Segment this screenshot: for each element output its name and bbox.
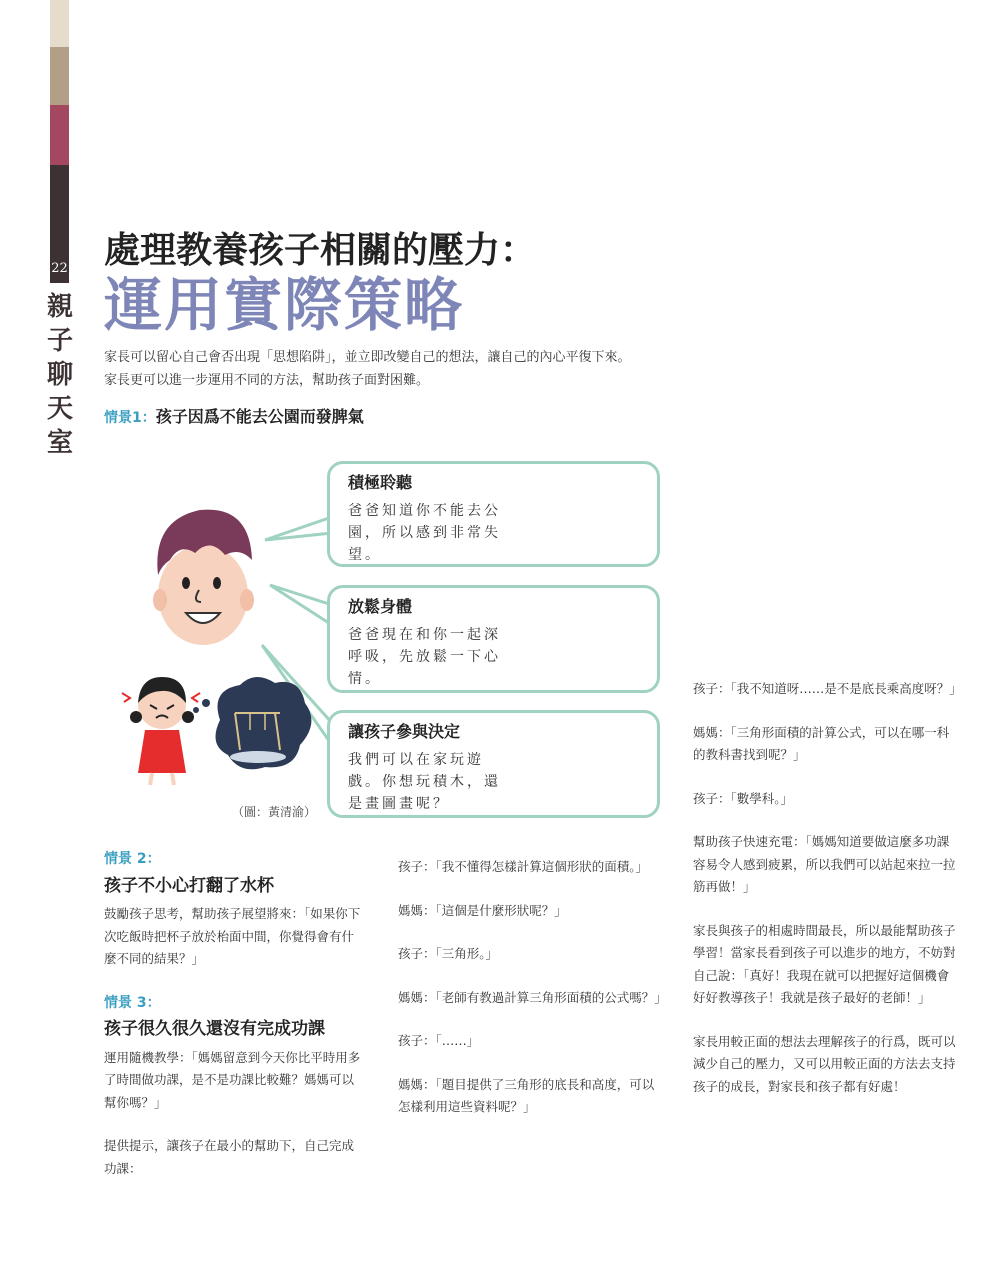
speech-bubble-decision <box>327 710 660 818</box>
column-right <box>693 678 962 1119</box>
father-face-icon <box>153 510 254 645</box>
scene1-heading <box>104 404 364 427</box>
page-number: 22 <box>50 255 69 283</box>
illustration-credit: （圖：黃清渝） <box>232 805 317 819</box>
paragraph: 家長與孩子的相處時間最長，所以最能幫助孩子學習！當家長看到孩子可以進步的地方，不妨對自己說：「真好！我現在就可以把握好這個機會好好教導孩子！我就是孩子最好的老師！」 <box>693 922 956 1005</box>
scene2-label: 情景 2： <box>104 851 161 867</box>
scene2-text: 鼓勵孩子思考，幫助孩子展望將來：「如果你下次吃飯時把杯子放於枱面中間，你覺得會有什麼不同的結果？」 <box>104 906 361 966</box>
speech-bubble-listening <box>327 461 660 567</box>
playground-thought-icon <box>193 677 311 769</box>
side-color-bar-1 <box>50 0 69 47</box>
bubble-title: 積極聆聽 <box>348 473 413 492</box>
scene3-text: 運用隨機教學：「媽媽留意到今天你比平時用多了時間做功課，是不是功課比較難？媽媽可以幫你嗎？」 <box>104 1049 361 1110</box>
paragraph: 幫助孩子快速充電：「媽媽知道要做這麼多功課容易令人感到疲累，所以我們可以站起來拉一拉筋再做！」 <box>693 834 956 894</box>
side-color-bar-4 <box>50 165 69 255</box>
page-title-line2: 運用實際策略 <box>104 271 465 339</box>
scene3-text: 提供提示，讓孩子在最小的幫助下，自己完成功課： <box>104 1138 355 1176</box>
column-middle <box>398 856 667 1140</box>
scene3-label: 情景 3： <box>104 994 161 1011</box>
bubble-title: 讓孩子參與決定 <box>348 722 461 741</box>
dialogue-line: 媽媽：「題目提供了三角形的底長和高度，可以怎樣利用這些資料呢？」 <box>398 1076 655 1114</box>
dialogue-line: 媽媽：「三角形面積的計算公式，可以在哪一科的教科書找到呢？」 <box>693 724 950 762</box>
dialogue-line: 孩子：「我不知道呀……是不是底長乘高度呀？」 <box>693 681 962 696</box>
speech-bubble-relax <box>327 585 660 693</box>
dialogue-line: 孩子：「我不懂得怎樣計算這個形狀的面積。」 <box>398 859 649 874</box>
bubble-tail-1 <box>265 517 332 540</box>
scene2-title: 孩子不小心打翻了水杯 <box>104 875 274 896</box>
dialogue-line: 孩子：「……」 <box>398 1033 480 1048</box>
scene1-label: 情景1： <box>104 410 156 426</box>
dialogue-line: 媽媽：「老師有教過計算三角形面積的公式嗎？」 <box>398 989 667 1005</box>
column-left <box>104 848 366 1201</box>
dialogue-line: 孩子：「三角形。」 <box>398 946 499 961</box>
side-color-bar-3 <box>50 105 69 165</box>
scene3-title: 孩子很久很久還沒有完成功課 <box>104 1019 325 1039</box>
bubble-title: 放鬆身體 <box>348 597 413 616</box>
intro-line: 家長可以留心自己會否出現「思想陷阱」，並立即改變自己的想法，讓自己的內心平復下來。 <box>104 350 631 365</box>
side-color-bar-2 <box>50 47 69 105</box>
intro-line: 家長更可以進一步運用不同的方法，幫助孩子面對困難。 <box>104 373 430 388</box>
bubble-tail-2 <box>270 585 332 625</box>
bubble-text: 爸爸知道你不能去公園，所以感到非常失望。 <box>348 503 501 563</box>
bubble-text: 爸爸現在和你一起深呼吸，先放鬆一下心情。 <box>348 627 501 687</box>
dialogue-line: 媽媽：「這個是什麼形狀呢？」 <box>398 902 567 918</box>
paragraph: 家長用較正面的想法去理解孩子的行爲，既可以減少自己的壓力，又可以用較正面的方法去支持孩子的成長，對家長和孩子都有好處！ <box>693 1033 956 1094</box>
bubble-text: 我們可以在家玩遊戲。你想玩積木，還是畫圖畫呢？ <box>348 752 501 812</box>
intro-paragraph <box>104 346 724 392</box>
section-title: 親子聊天室 <box>46 292 73 458</box>
page-title-line1: 處理教養孩子相關的壓力： <box>104 229 537 271</box>
scene1-title: 孩子因爲不能去公園而發脾氣 <box>155 407 364 426</box>
crying-girl-icon <box>122 677 200 785</box>
dialogue-line: 孩子：「數學科。」 <box>693 790 794 806</box>
